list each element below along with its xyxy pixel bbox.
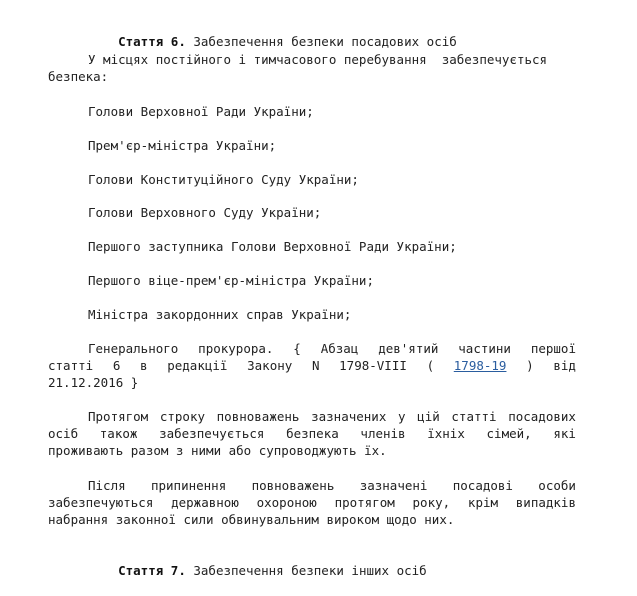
word: статті [451,409,497,424]
article-7-number: Стаття 7. [118,563,186,578]
word: ( [426,358,435,373]
article-7-heading [88,545,427,596]
word: повноважень [216,409,300,424]
word: в [140,358,148,373]
families-line-3: проживають разом з ними або супроводжують їх. [48,443,387,458]
word: { [293,341,301,356]
word: забезпечується [159,426,265,441]
prosecutor-line-2 [48,357,576,374]
word: року, [412,495,451,510]
word: N [311,358,320,373]
official-item: Голови Конституційного Суду України; [88,172,359,187]
word: Генерального [88,341,179,356]
word: забезпечуються [48,495,154,510]
word: які [553,426,576,441]
word: дев'ятий [378,341,439,356]
word: особи [538,478,576,493]
word: строку [159,409,206,424]
word: посадових [508,409,576,424]
word: першої [530,341,576,356]
word: статті [48,358,94,373]
word: у [398,409,406,424]
families-line-1 [88,408,576,425]
word: 1798-VIII [339,358,407,373]
official-item: Голови Верховного Суду України; [88,205,322,220]
word: редакції [167,358,228,373]
article-7-title: Забезпечення безпеки інших осіб [193,563,427,578]
article-6-title: Забезпечення безпеки посадових осіб [193,34,457,49]
word: цій [417,409,440,424]
law-1798-19-link[interactable]: 1798-19 [453,358,507,373]
word: Абзац [320,341,359,356]
word: членів [360,426,406,441]
word: зазначених [311,409,387,424]
prosecutor-line-1 [88,340,576,357]
word: безпека [286,426,339,441]
word: припинення [150,478,227,493]
word: випадків [515,495,576,510]
word: від [553,358,576,373]
word: осіб [48,426,79,441]
word: охороною [256,495,317,510]
word: частини [458,341,511,356]
intro-line-1: У місцях постійного і тимчасового перебування забезпечується [88,52,548,67]
families-line-2 [48,425,576,442]
official-item: Голови Верховної Ради України; [88,104,314,119]
intro-line-2: безпека: [48,69,109,84]
prosecutor-line-3: 21.12.2016 } [48,375,139,390]
after-term-line-1 [88,477,576,494]
official-item: Першого заступника Голови Верховної Ради України; [88,239,457,254]
word: ) [526,358,534,373]
word: Після [88,478,126,493]
word: прокурора. [198,341,274,356]
word: зазначені [359,478,428,493]
after-term-line-3: набрання законної сили обвинувальним вироком щодо них. [48,512,455,527]
word: протягом [334,495,395,510]
word: посадові [452,478,513,493]
word: Протягом [88,409,149,424]
word: сімей, [486,426,532,441]
word: крім [467,495,499,510]
after-term-line-2 [48,494,576,511]
word: державною [171,495,239,510]
official-item: Міністра закордонних справ України; [88,307,352,322]
word: Закону [247,358,293,373]
word: повноважень [251,478,335,493]
word: також [99,426,138,441]
word: їхніх [427,426,465,441]
article-6-number: Стаття 6. [118,34,186,49]
official-item: Першого віце-прем'єр-міністра України; [88,273,374,288]
official-item: Прем'єр-міністра України; [88,138,277,153]
word: 6 [112,358,121,373]
